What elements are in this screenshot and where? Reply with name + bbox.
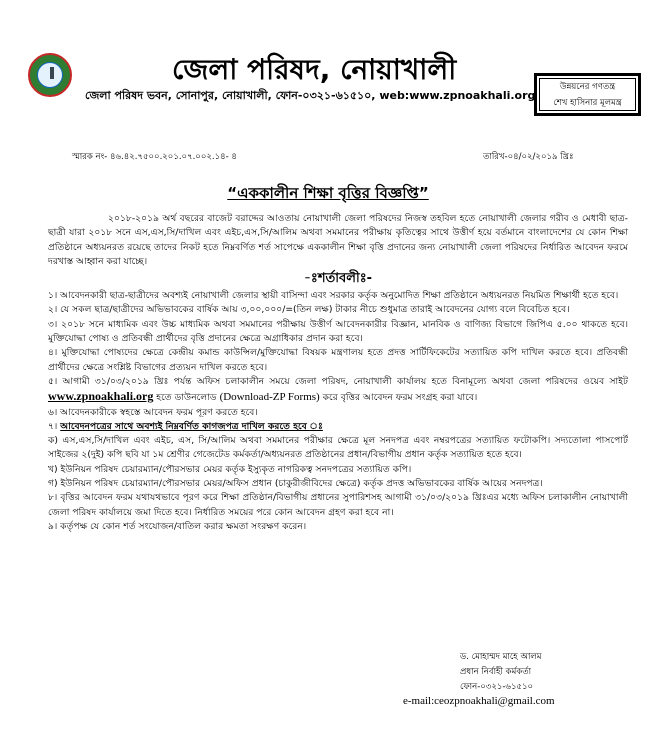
condition-4: ৪। মুক্তিযোদ্ধা পোষ্যদের ক্ষেত্রে কেন্দ্রীয় কমান্ড কাউন্সিল/মুক্তিযোদ্ধা বিষয়ক মন্ত্রণালয় হতে প্রদত্ত সার্টিফিকেটের সত্যায়িত কপি দাখিল করতে হবে। প্রতিবন্ধী প্রার্থীদের ক্ষেত্রে সংশ্লিষ্ট বিভাগের প্রত্যয়ন দাখিল করতে হবে। (48, 347, 628, 373)
condition-3: ৩। ২০১৮ সনে মাধ্যমিক এবং উচ্চ মাধ্যমিক অথবা সমমানের পরীক্ষায় উত্তীর্ণ আবেদনকারীর বিজ্ঞান, মানবিক ও বাণিজ্য বিভাগে জিপিএ ৫.০০ থাকতে হবে। মুক্তিযোদ্ধা পোষ্য ও প্রতিবন্ধী প্রার্থীদের বৃত্তি প্রদানের ক্ষেত্রে অগ্রাধিকার প্রদান করা হবে। (48, 318, 628, 345)
intro-paragraph: ২০১৮-২০১৯ অর্থ বছরের বাজেট বরাদ্দের আওতায় নোয়াখালী জেলা পরিষদের নিজস্ব তহবিল হতে নোয়াখালী জেলার গরীব ও মেধাবী ছাত্র-ছাত্রী যারা ২০১৮ সনে এস,এস,সি/দাখিল এবং এইচ,এস,সি/আলিম অথবা সমমানের পরীক্ষায় কৃতিত্বের সাথে উত্তীর্ণ হয়ে বর্তমানে বাংলাদেশের যে কোন শিক্ষা প্রতিষ্ঠানে অধ্যয়নরত রয়েছে তাদের নিকট হতে নিম্নবর্ণিত শর্ত সাপেক্ষে এককালীন শিক্ষা বৃত্তি প্রদানের জন্য নোয়াখালী জেলা পরিষদের নির্ধারিত আবেদন ফরমে দরখাস্ত আহ্বান করা যাচ্ছে। (48, 213, 628, 267)
condition-7-text: আবেদনপত্রের সাথে অবশ্যই নিম্নবর্ণিত কাগজপত্র দাখিল করতে হবে ঃ (60, 420, 323, 432)
condition-2: ২। যে সকল ছাত্র/ছাত্রীদের অভিভাবকের বার্ষিক আয় ৩,০০,০০০/=(তিন লক্ষ) টাকার নীচে শুধুমাত্র তারাই আবেদনের যোগ্য বলে বিবেচিত হবে। (48, 304, 570, 316)
signatory-designation: প্রধান নির্বাহী কর্মকর্তা (460, 667, 532, 677)
condition-9: ৯। কর্তৃপক্ষ যে কোন শর্ত সংযোজন/বাতিল করার ক্ষমতা সংরক্ষণ করেন। (48, 520, 307, 532)
condition-1: ১। আবেদনকারী ছাত্র-ছাত্রীদের অবশ্যই নোয়াখালী জেলার স্থায়ী বাসিন্দা এবং সরকার কর্তৃক অনুমোদিত শিক্ষা প্রতিষ্ঠানে অধ্যয়নরত নিয়মিত শিক্ষার্থী হতে হবে। (48, 290, 619, 302)
conditions-title: -ঃশর্তাবলীঃ- (303, 271, 373, 287)
zila-parishad-logo (28, 53, 72, 97)
notice-body (48, 212, 628, 534)
signature-block (460, 650, 541, 695)
condition-7-number: ৭। (48, 420, 61, 432)
motto-line: উন্নয়নের গণতন্ত্র (559, 82, 616, 92)
condition-6: ৬। আবেদনকারীকে স্বহস্তে আবেদন ফরম পূরণ করতে হবে। (48, 406, 258, 418)
motto-box (534, 73, 641, 116)
signatory-phone: ফোন-০৩২১-৬১৫১০ (460, 682, 534, 692)
condition-8: ৮। বৃত্তির আবেদন ফরম যথাযথভাবে পূরণ করে শিক্ষা প্রতিষ্ঠান/বিভাগীয় প্রধানের সুপারিশসহ আগামী ৩১/০৩/২০১৯ খ্রিঃএর মধ্যে অফিস চলাকালীন নোয়াখালী জেলা পরিষদ কার্যালয়ে জমা দিতে হবে। নির্ধারিত সময়ের পরে কোন আবেদন গ্রহণ করা হবে না। (48, 492, 628, 518)
condition-7b: খ) ইউনিয়ন পরিষদ চেয়ারম্যান/পৌরসভার মেয়র কর্তৃক ইস্যুকৃত নাগরিকত্ব সনদপত্রের সত্যায়িত কপি। (48, 463, 412, 475)
page-title: জেলা পরিষদ, নোয়াখালী (172, 53, 457, 86)
download-label: (Download-ZP Forms) (219, 391, 320, 404)
condition-5-text: করে বৃত্তির আবেদন ফরম সংগ্রহ করা যাবে। (319, 392, 478, 404)
website-link[interactable]: www.zpnoakhali.org (48, 389, 154, 404)
condition-5-text: ৫। আগামী ৩১/০৩/২০১৯ খ্রিঃ পর্যন্ত অফিস চলাকালীন সময়ে জেলা পরিষদ, নোয়াখালী কার্যালয় হতে বিনামূল্যে অথবা জেলা পরিষদের ওয়েব সাইট (48, 375, 628, 387)
signatory-email: e-mail:ceozpnoakhali@gmail.com (403, 695, 555, 707)
heading-text: “এককালীন শিক্ষা বৃত্তির বিজ্ঞপ্তি” (227, 184, 429, 202)
office-address: জেলা পরিষদ ভবন, সোনাপুর, নোয়াখালী, ফোন-০৩২১-৬১৫১০, web:www.zpnoakhali.org (85, 89, 536, 102)
condition-7 (48, 420, 628, 434)
condition-5-text: হতে ডাউনলোড (153, 392, 220, 404)
notice-heading (0, 182, 656, 207)
date: তারিখ-০৪/০২/২০১৯ খ্রিঃ (483, 152, 574, 162)
condition-7a: ক) এস,এস,সি/দাখিল এবং এইচ, এস, সি/আলিম অথবা সমমানের পরীক্ষার ক্ষেত্রে মূল সনদপত্র এবং নম্বরপত্রের সত্যায়িত ফটোকপি। সদ্যতোলা পাসপোর্ট সাইজের ২(দুই) কপি ছবি যা ১ম শ্রেণীর গেজেটেড কর্মকর্তা/অধ্যয়নরত প্রতিষ্ঠানের প্রধান/বিভাগীয় প্রধান কর্তৃক সত্যায়িত হতে হবে। (48, 435, 628, 461)
memo-number: স্মারক নং- ৪৬.৪২.৭৫০০.২০১.০৭.০০২.১৪- ৪ (72, 152, 237, 162)
signatory-name: ড. মোহাম্মদ মাহে আলম (460, 652, 542, 662)
motto-line: শেখ হাসিনার মূলমন্ত্র (553, 98, 622, 108)
condition-7c: গ) ইউনিয়ন পরিষদ চেয়ারম্যান/পৌরসভার মেয়র/অফিস প্রধান (চাকুরীজীবিদের ক্ষেত্রে) কর্তৃক প্রদত্ত অভিভাবকের বার্ষিক আয়ের সনদপত্র। (48, 478, 543, 490)
condition-5 (48, 375, 628, 406)
